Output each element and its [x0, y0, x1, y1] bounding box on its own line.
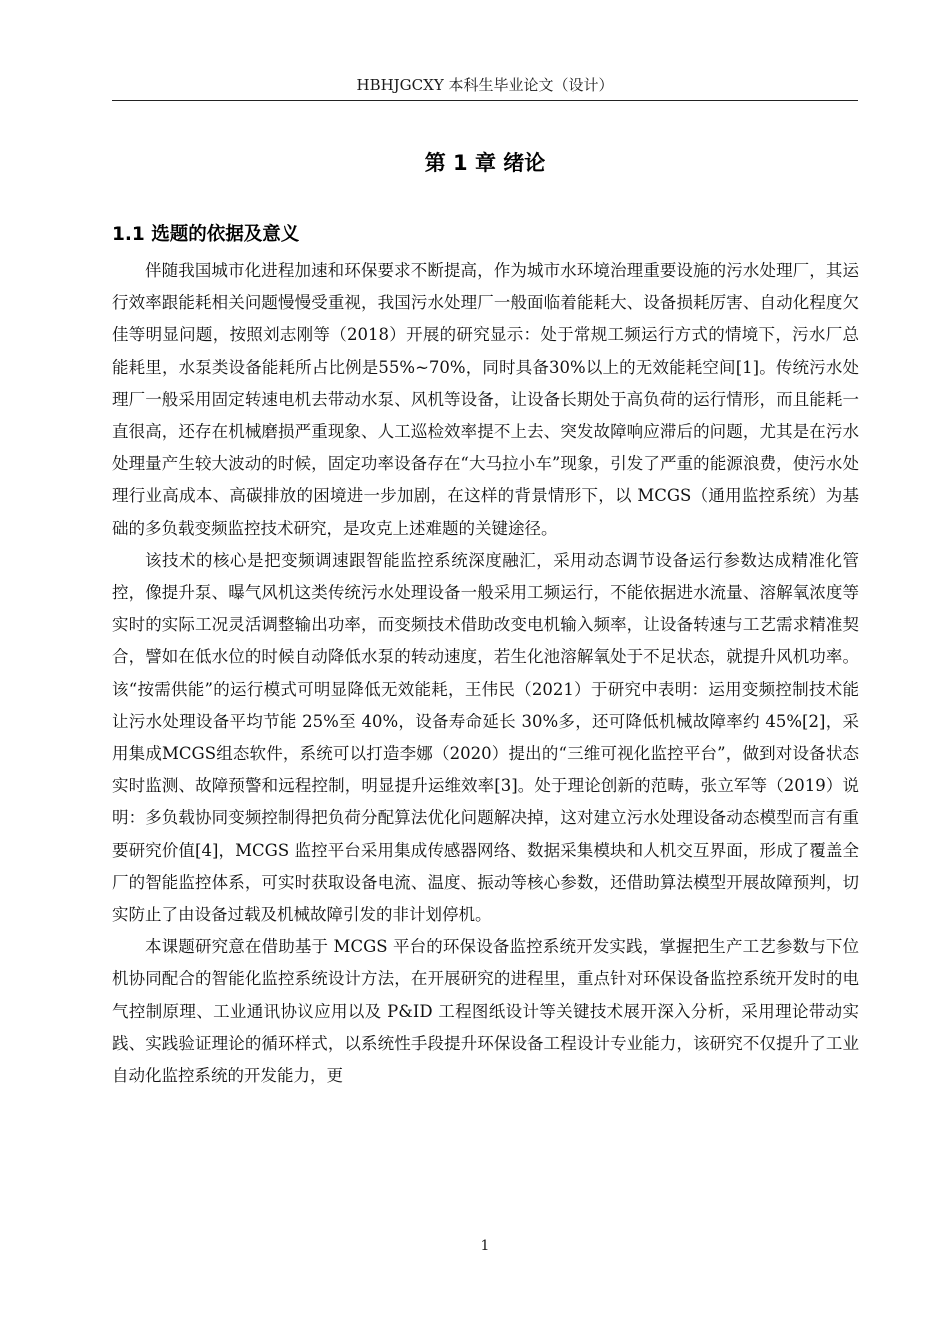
- running-header: HBHJGCXY 本科生毕业论文（设计）: [356, 76, 614, 94]
- page-number: 1: [480, 1238, 490, 1254]
- paragraph-3: 本课题研究意在借助基于 MCGS 平台的环保设备监控系统开发实践，掌握把生产工艺参数与下位机协同配合的智能化监控系统设计方法，在开展研究的进程里，重点针对环保设备监控系统开发时的电气控制原理、工业通讯协议应用以及 P&ID 工程图纸设计等关键技术展开深入分析，采用理论带动实践、实践验证理论的循环样式，以系统性手段提升环保设备工程设计专业能力，该研究不仅提升了工业自动化监控系统的开发能力，更: [112, 937, 859, 1086]
- header-rule: [112, 100, 858, 101]
- section-title: 1.1 选题的依据及意义: [112, 224, 300, 245]
- chapter-title: 第 1 章 绪论: [424, 151, 546, 175]
- body-text: [112, 255, 859, 1092]
- paragraph-2: 该技术的核心是把变频调速跟智能监控系统深度融汇，采用动态调节设备运行参数达成精准化管控，像提升泵、曝气风机这类传统污水处理设备一般采用工频运行，不能依据进水流量、溶解氧浓度等实时的实际工况灵活调整输出功率，而变频技术借助改变电机输入频率，让设备转速与工艺需求精准契合，譬如在低水位的时候自动降低水泵的转动速度，若生化池溶解氧处于不足状态，就提升风机功率。该“按需供能”的运行模式可明显降低无效能耗，王伟民（2021）于研究中表明：运用变频控制技术能让污水处理设备平均节能 25%至 40%，设备寿命延长 30%多，还可降低机械故障率约 45%[2]，采用集成MCGS组态软件，系统可以打造李娜（2020）提出的“三维可视化监控平台”，做到对设备状态实时监测、故障预警和远程控制，明显提升运维效率[3]。处于理论创新的范畴，张立军等（2019）说明：多负载协同变频控制得把负荷分配算法优化问题解决掉，这对建立污水处理设备动态模型而言有重要研究价值[4]，MCGS 监控平台采用集成传感器网络、数据采集模块和人机交互界面，形成了覆盖全厂的智能监控体系，可实时获取设备电流、温度、振动等核心参数，还借助算法模型开展故障预判，切实防止了由设备过载及机械故障引发的非计划停机。: [112, 550, 859, 925]
- paragraph-1: 伴随我国城市化进程加速和环保要求不断提高，作为城市水环境治理重要设施的污水处理厂，其运行效率跟能耗相关问题慢慢受重视，我国污水处理厂一般面临着能耗大、设备损耗厉害、自动化程度欠佳等明显问题，按照刘志刚等（2018）开展的研究显示：处于常规工频运行方式的情境下，污水厂总能耗里，水泵类设备能耗所占比例是55%~70%，同时具备30%以上的无效能耗空间[1]。传统污水处理厂一般采用固定转速电机去带动水泵、风机等设备，让设备长期处于高负荷的运行情形，而且能耗一直很高，还存在机械磨损严重现象、人工巡检效率提不上去、突发故障响应滞后的问题，尤其是在污水处理量产生较大波动的时候，固定功率设备存在“大马拉小车”现象，引发了严重的能源浪费，使污水处理行业高成本、高碳排放的困境进一步加剧，在这样的背景情形下，以 MCGS（通用监控系统）为基础的多负载变频监控技术研究，是攻克上述难题的关键途径。: [112, 261, 859, 538]
